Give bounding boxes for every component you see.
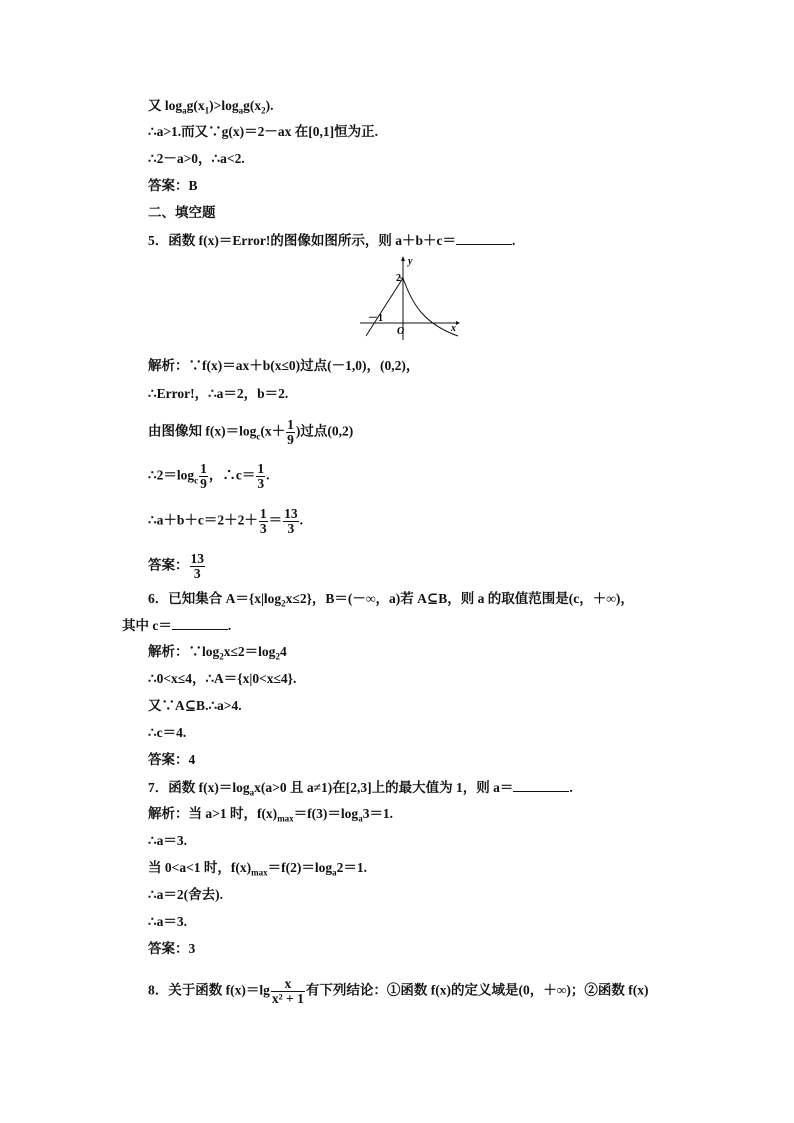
answer-blank xyxy=(172,617,228,630)
fraction-one-ninth: $\frac{1}{9}$ xyxy=(287,417,294,447)
solution-5-line5: ∴a＋b＋c＝2＋2＋ $\frac{1}{3}$ ＝ $\frac{13}{3}$ . xyxy=(148,506,303,536)
solution-6-line2: ∴0<x≤4，∴A＝{x|0<x≤4}. xyxy=(148,671,297,686)
solution-5-line2: ∴Error!，∴a＝2，b＝2. xyxy=(148,386,289,401)
x-tick-label: －1 xyxy=(368,313,383,324)
line-a-gt-1: ∴a>1.而又∵g(x)＝2－ax 在[0,1]恒为正. xyxy=(148,124,379,139)
question-7: 7．函数 $f(x)=\log_ax(a>0$ 且 a≠1)在[2,3]上的最大值为 1，则 a＝ . xyxy=(148,780,573,798)
solution-7-line2: ∴a＝3. xyxy=(148,833,187,848)
x-axis-label: x xyxy=(451,323,456,334)
fraction-x-over-x2-plus-1: $\frac{x}{\text{x² + 1}}$ xyxy=(271,976,304,1006)
function-graph xyxy=(360,256,464,342)
answer-7: 答案：3 xyxy=(148,941,196,956)
solution-7-line3: 当 0<a<1 时，$f(x)_{max}=f(2)=\log_a2=1$. xyxy=(148,860,367,878)
answer-4: 答案：B xyxy=(148,178,198,193)
x-axis-arrow xyxy=(456,321,460,325)
section-heading: 二、填空题 xyxy=(148,205,216,220)
y-axis-arrow xyxy=(401,256,405,261)
question-8: 8．关于函数 f(x)＝lg $\frac{x}{\text{x² + 1}}$ 有下列结论：①函数 f(x)的定义域是(0，＋∞)；②函数 f(x) xyxy=(148,976,649,1006)
answer-5: 答案： $\frac{13}{3}$ xyxy=(148,551,204,581)
solution-5-line4: $\therefore 2=\log_c$ $\frac{1}{9}$ ，∴c＝ $\frac{1}{3}$ . xyxy=(148,461,270,491)
question-6-line2: 其中 c＝ . xyxy=(122,618,232,633)
y-tick-label: 2 xyxy=(396,273,401,284)
solution-6-line1: 解析：$\because\log_2x\le 2=\log_24$ xyxy=(148,644,287,662)
log-curve xyxy=(403,278,458,336)
answer-6: 答案：4 xyxy=(148,752,196,767)
solution-5-line3: 由图像知 $f(x)=\log_c(x+$ $\frac{1}{9}$ )过点(0,2) xyxy=(148,417,354,447)
line-log-inequality: 又 $\log_ag(x_1)>\log_ag(x_2)$. xyxy=(148,98,274,116)
question-6-line1: 6．已知集合 $A=\{x|\log_2x\le 2\}$，B＝(－∞，a)若 A⊆B，则 a 的取值范围是(c，＋∞)， xyxy=(148,591,634,609)
y-axis-label: y xyxy=(408,256,413,267)
question-5: 5．函数 f(x)＝Error!的图像如图所示，则 a＋b＋c＝ . xyxy=(148,233,516,248)
solution-7-line5: ∴a＝3. xyxy=(148,914,187,929)
solution-6-line4: ∴c＝4. xyxy=(148,725,187,740)
solution-5-line1: 解析：∵f(x)＝ax＋b(x≤0)过点(－1,0)，(0,2)， xyxy=(148,358,420,373)
origin-label: O xyxy=(397,326,405,337)
solution-6-line3: 又∵A⊆B.∴a>4. xyxy=(148,698,242,713)
answer-blank xyxy=(456,232,512,245)
solution-7-line4: ∴a＝2(舍去). xyxy=(148,887,223,902)
line-a-lt-2: ∴2－a>0，∴a<2. xyxy=(148,151,245,166)
solution-7-line1: 解析：当 a>1 时，$f(x)_{max}=f(3)=\log_a3=1$. xyxy=(148,806,394,824)
answer-blank xyxy=(513,779,569,792)
